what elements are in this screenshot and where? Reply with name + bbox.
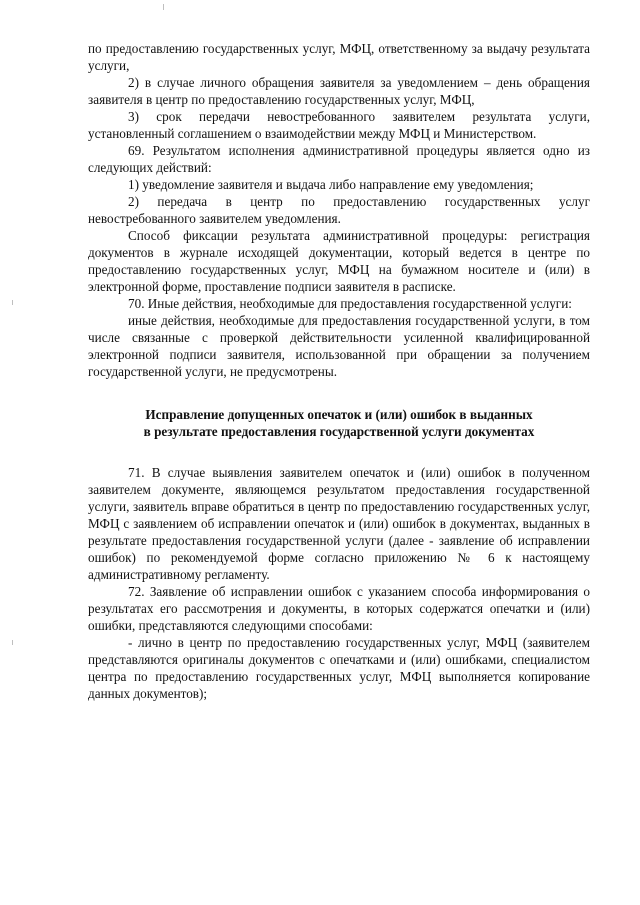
scan-artifact-left-2 xyxy=(12,640,13,645)
paragraph-69-item-1: 1) уведомление заявителя и выдача либо направление ему уведомления; xyxy=(128,177,534,192)
scan-artifact-top xyxy=(163,4,164,10)
paragraph-item-2: 2) в случае личного обращения заявителя за уведомлением – день обращения заявителя в центр по предоставлению государственных услуг, МФЦ, xyxy=(88,75,590,107)
paragraph-70: 70. Иные действия, необходимые для предоставления государственной услуги: xyxy=(128,296,572,311)
paragraph-69: 69. Результатом исполнения административной процедуры является одно из следующих действий: xyxy=(88,143,590,175)
paragraph-fixation-method: Способ фиксации результата административной процедуры: регистрация документов в журнале исходящей документации, который ведется в центре по предоставлению государственных услуг, МФЦ на бумажном носителе и (или) в электронной форме, проставление подписи заявителя в расписке. xyxy=(88,228,590,294)
section-heading-line-2: в результате предоставления государственной услуги документах xyxy=(143,424,535,439)
paragraph-69-item-2: 2) передача в центр по предоставлению государственных услуг невостребованного заявителем уведомления. xyxy=(88,194,590,226)
paragraph-72-item-in-person: - лично в центр по предоставлению государственных услуг, МФЦ (заявителем представляются оригиналы документов с опечатками и (или) ошибками, специалистом центра по предоставлению государственных услуг, МФЦ выполняется копирование данных документов); xyxy=(88,635,590,701)
document-page xyxy=(88,40,590,702)
paragraph-70-details: иные действия, необходимые для предоставления государственной услуги, в том числе связанные с проверкой действительности усиленной квалифицированной электронной подписи заявителя, использованной при обращении за получением государственной услуги, не предусмотрены. xyxy=(88,313,590,379)
paragraph-72: 72. Заявление об исправлении ошибок с указанием способа информирования о результатах его рассмотрения и документы, в которых содержатся опечатки и (или) ошибки, представляются следующими способами: xyxy=(88,584,590,633)
paragraph-71: 71. В случае выявления заявителем опечаток и (или) ошибок в полученном заявителем документе, являющемся результатом предоставления государственной услуги, заявитель вправе обратиться в центр по предоставлению государственных услуг, МФЦ с заявлением об исправлении опечаток и (или) ошибок в документах, выданных в результате предоставления государственной услуги (далее - заявление об исправлении ошибок) по рекомендуемой форме согласно приложению № 6 к настоящему административному регламенту. xyxy=(88,465,590,582)
paragraph-continuation: по предоставлению государственных услуг, МФЦ, ответственному за выдачу результата услуги, xyxy=(88,41,590,73)
section-heading-line-1: Исправление допущенных опечаток и (или) ошибок в выданных xyxy=(145,407,533,422)
paragraph-item-3: 3) срок передачи невостребованного заявителем результата услуги, установленный соглашением о взаимодействии между МФЦ и Министерством. xyxy=(88,109,590,141)
section-heading xyxy=(88,406,590,440)
scan-artifact-left-1 xyxy=(12,300,13,305)
